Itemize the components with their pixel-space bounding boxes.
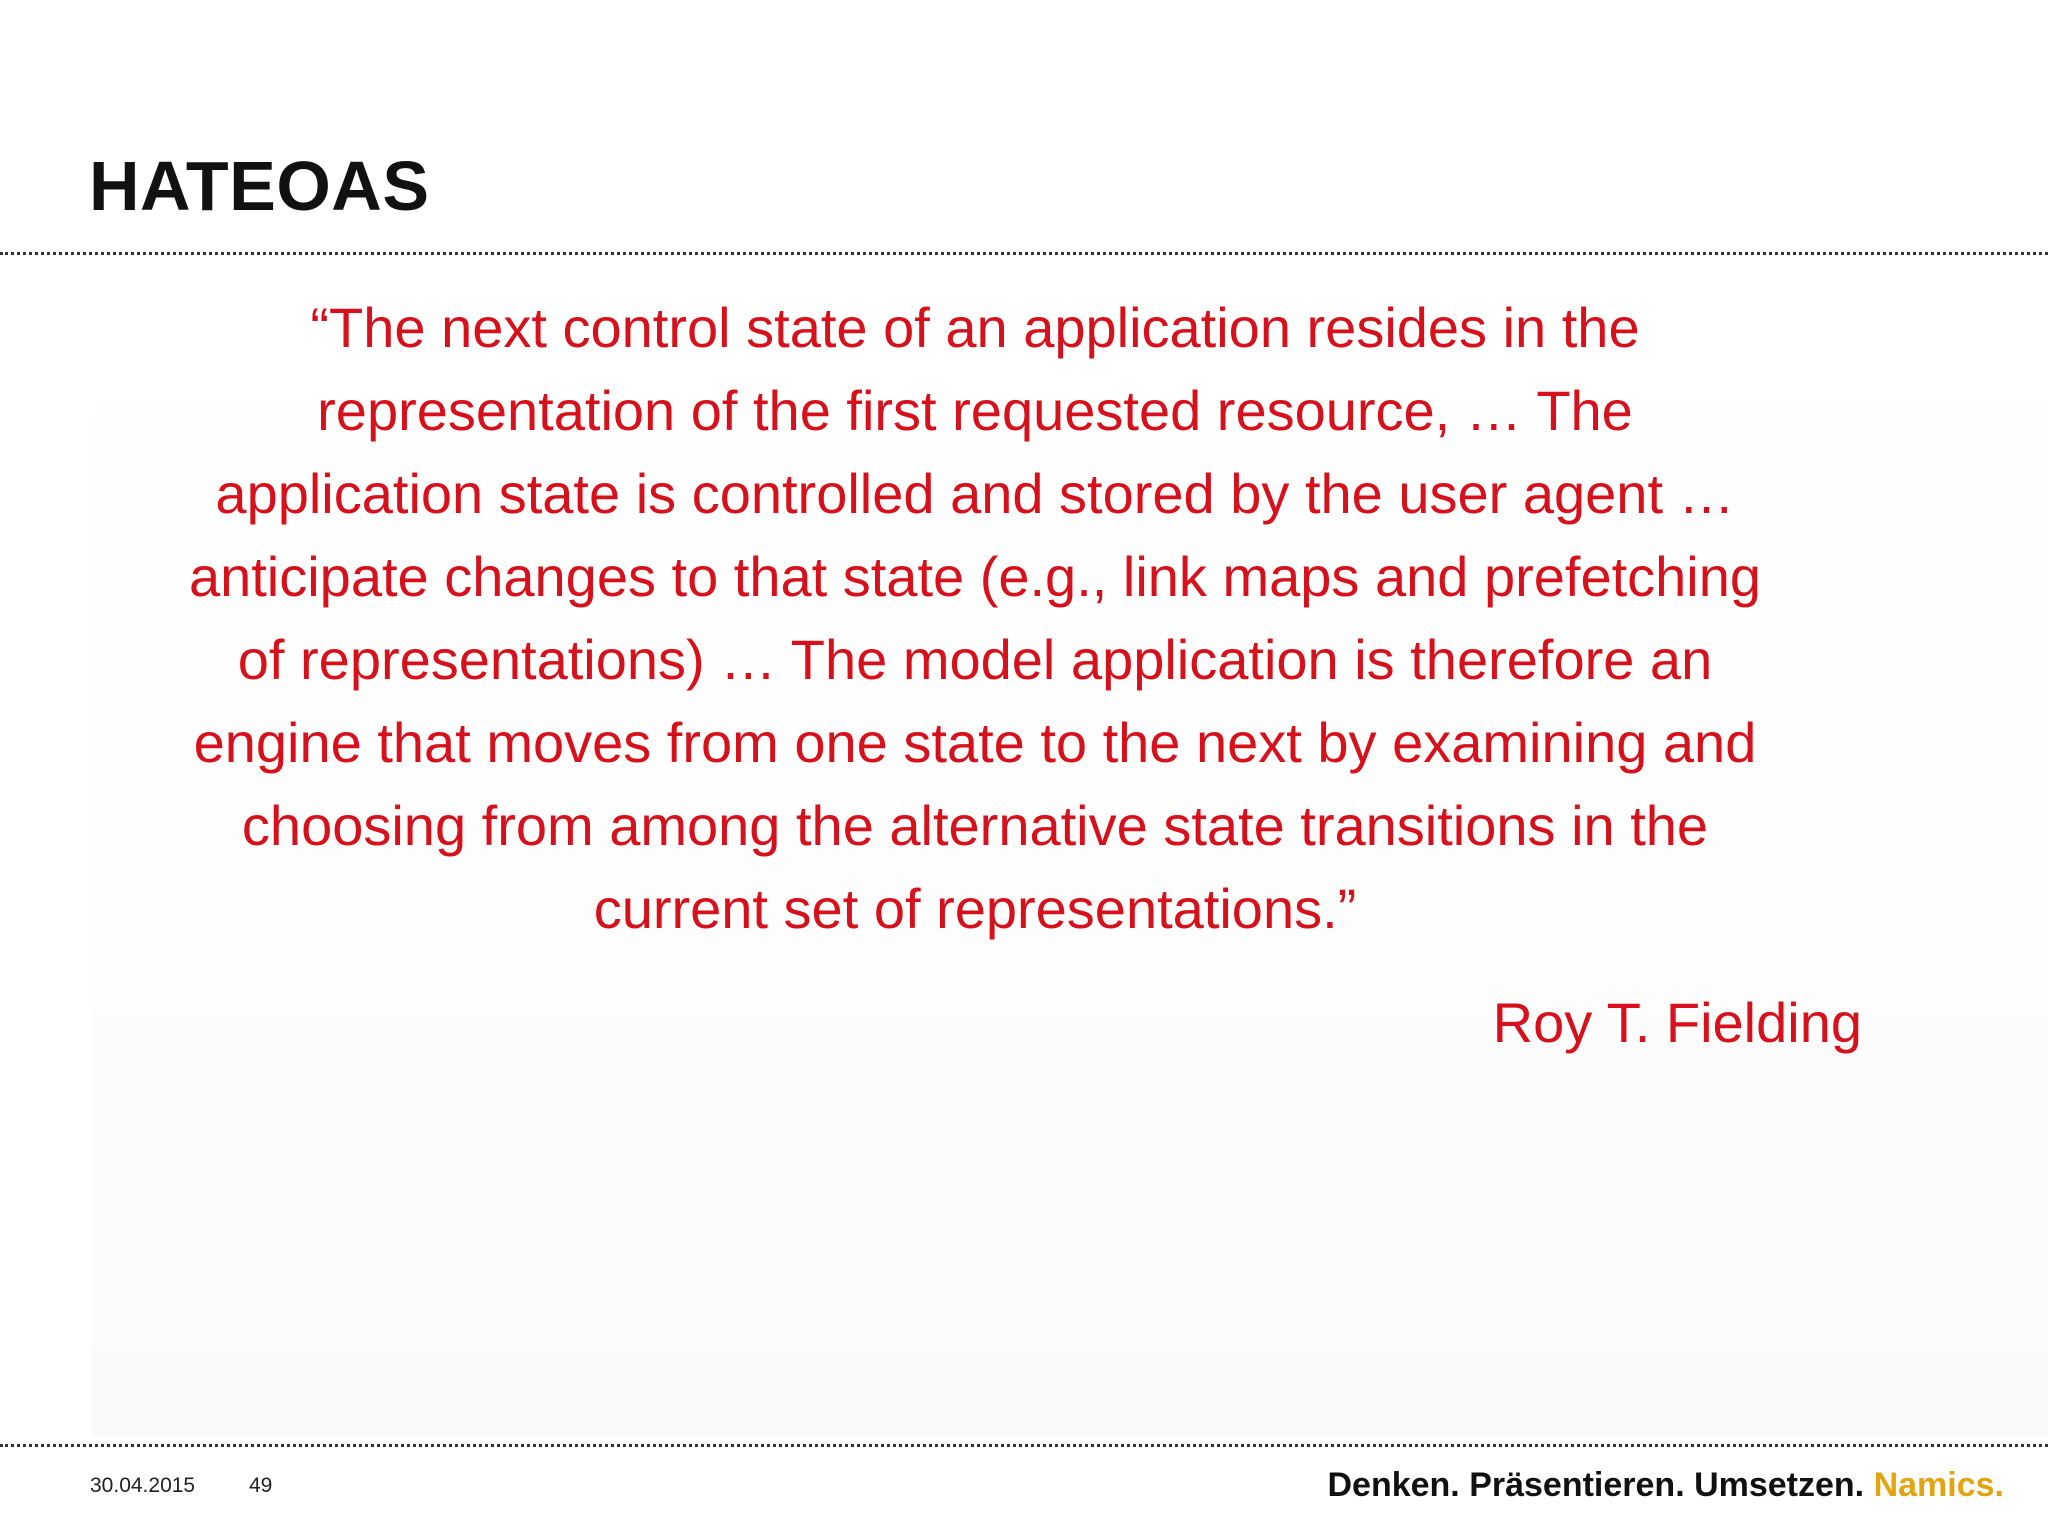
- slide-title: HATEOAS: [89, 147, 430, 225]
- quote-block: [80, 286, 1870, 950]
- quote-author: Roy T. Fielding: [1492, 991, 1862, 1054]
- quote-line: engine that moves from one state to the next by examining and: [193, 711, 1757, 774]
- quote-line: application state is controlled and stored by the user agent …: [215, 462, 1735, 525]
- page-number: 49: [249, 1474, 273, 1497]
- tagline-text: Denken. Präsentieren. Umsetzen.: [1327, 1466, 1865, 1504]
- quote-line: of representations) … The model application is therefore an: [237, 628, 1713, 691]
- quote-line: anticipate changes to that state (e.g., link maps and prefetching: [188, 545, 1762, 608]
- footer-date: 30.04.2015: [90, 1474, 196, 1497]
- quote-line: “The next control state of an application resides in the: [310, 296, 1640, 359]
- quote-line: representation of the first requested resource, … The: [317, 379, 1633, 442]
- footer-tagline: [1327, 1466, 2004, 1505]
- top-divider: [0, 252, 2048, 255]
- bottom-divider: [0, 1444, 2048, 1447]
- quote-line: choosing from among the alternative state transitions in the: [241, 794, 1709, 857]
- brand-name: Namics.: [1873, 1466, 2004, 1504]
- quote-line: current set of representations.”: [593, 877, 1357, 940]
